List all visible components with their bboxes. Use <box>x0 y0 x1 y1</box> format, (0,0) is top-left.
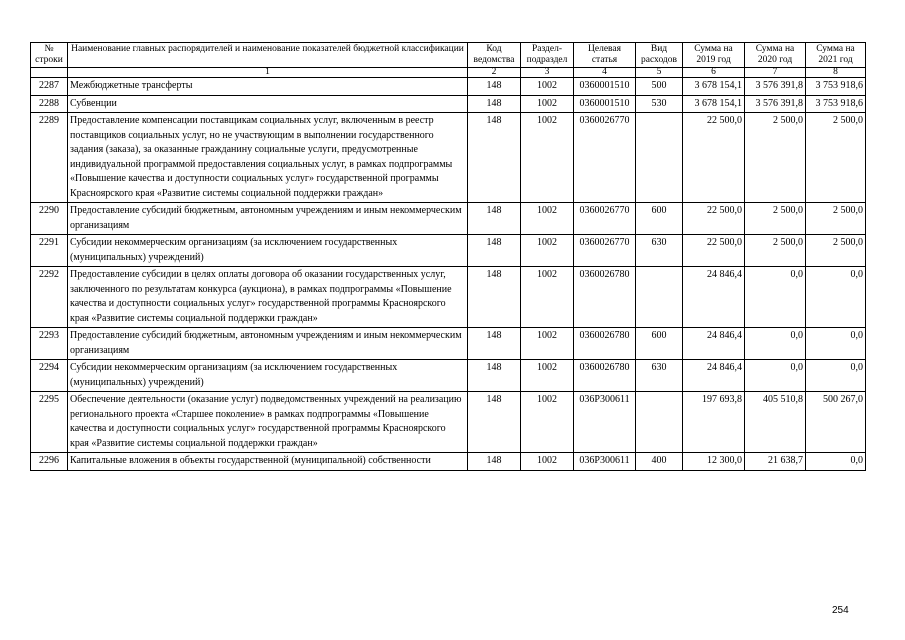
row-expense-type: 630 <box>636 235 683 267</box>
row-name: Предоставление компенсации поставщикам социальных услуг, включенным в реестр поставщиков социальных услуг, но не участвующим в выполнении государственного задания (заказа), за оказанные гражданину социальные услуги, предусмотренные индивидуальной программой предоставления социальных услуг, в рамках подпрограммы «Повышение качества и доступности социальных услуг» государственной программы Красноярского края «Развитие системы социальной поддержки граждан» <box>68 113 468 203</box>
row-section: 1002 <box>521 392 574 453</box>
row-sum-2019: 197 693,8 <box>683 392 745 453</box>
row-section: 1002 <box>521 360 574 392</box>
column-number: 3 <box>521 68 574 78</box>
table-row <box>31 453 866 471</box>
table-row <box>31 203 866 235</box>
row-name: Субсидии некоммерческим организациям (за исключением государственных (муниципальных) учреждений) <box>68 360 468 392</box>
row-target: 0360001510 <box>574 78 636 96</box>
row-section: 1002 <box>521 267 574 328</box>
column-number: 4 <box>574 68 636 78</box>
row-number: 2289 <box>31 113 68 203</box>
row-dept-code: 148 <box>468 113 521 203</box>
row-expense-type <box>636 392 683 453</box>
row-dept-code: 148 <box>468 360 521 392</box>
row-name: Предоставление субсидий бюджетным, автономным учреждениям и иным некоммерческим организациям <box>68 328 468 360</box>
row-sum-2020: 21 638,7 <box>745 453 806 471</box>
row-expense-type: 600 <box>636 328 683 360</box>
row-section: 1002 <box>521 95 574 113</box>
row-sum-2019: 3 678 154,1 <box>683 78 745 96</box>
row-sum-2019: 24 846,4 <box>683 328 745 360</box>
row-sum-2019: 22 500,0 <box>683 113 745 203</box>
row-target: 0360026780 <box>574 360 636 392</box>
row-sum-2021: 0,0 <box>806 267 866 328</box>
column-number: 7 <box>745 68 806 78</box>
column-number: 5 <box>636 68 683 78</box>
row-sum-2021: 0,0 <box>806 328 866 360</box>
row-name: Капитальные вложения в объекты государственной (муниципальной) собственности <box>68 453 468 471</box>
table-row <box>31 392 866 453</box>
row-sum-2021: 2 500,0 <box>806 113 866 203</box>
row-sum-2021: 3 753 918,6 <box>806 95 866 113</box>
table-row <box>31 95 866 113</box>
header-name: Наименование главных распорядителей и наименование показателей бюджетной классификации <box>68 43 468 68</box>
row-expense-type <box>636 113 683 203</box>
row-sum-2021: 500 267,0 <box>806 392 866 453</box>
header-sum-2019: Сумма на 2019 год <box>683 43 745 68</box>
row-dept-code: 148 <box>468 328 521 360</box>
row-number: 2293 <box>31 328 68 360</box>
column-number: 1 <box>68 68 468 78</box>
table-row <box>31 78 866 96</box>
row-target: 036P300611 <box>574 453 636 471</box>
table-row <box>31 328 866 360</box>
row-target: 0360026780 <box>574 267 636 328</box>
row-section: 1002 <box>521 113 574 203</box>
row-sum-2020: 0,0 <box>745 328 806 360</box>
header-sum-2020: Сумма на 2020 год <box>745 43 806 68</box>
row-sum-2021: 0,0 <box>806 360 866 392</box>
column-number <box>31 68 68 78</box>
header-section: Раздел-подраздел <box>521 43 574 68</box>
header-dept-code: Код ведомства <box>468 43 521 68</box>
row-name: Предоставление субсидий бюджетным, автономным учреждениям и иным некоммерческим организациям <box>68 203 468 235</box>
row-number: 2294 <box>31 360 68 392</box>
row-name: Предоставление субсидии в целях оплаты договора об оказании государственных услуг, заключенного по результатам конкурса (аукциона), в рамках подпрограммы «Повышение качества и доступности социальных услуг» государственной программы Красноярского края «Развитие системы социальной поддержки граждан» <box>68 267 468 328</box>
row-sum-2021: 2 500,0 <box>806 235 866 267</box>
row-number: 2291 <box>31 235 68 267</box>
header-target: Целевая статья <box>574 43 636 68</box>
row-sum-2020: 2 500,0 <box>745 113 806 203</box>
row-target: 036P300611 <box>574 392 636 453</box>
row-name: Субвенции <box>68 95 468 113</box>
row-section: 1002 <box>521 453 574 471</box>
row-target: 0360026770 <box>574 235 636 267</box>
row-expense-type: 530 <box>636 95 683 113</box>
column-number: 6 <box>683 68 745 78</box>
row-section: 1002 <box>521 203 574 235</box>
header-row <box>31 43 866 68</box>
row-sum-2020: 0,0 <box>745 360 806 392</box>
row-number: 2290 <box>31 203 68 235</box>
row-sum-2019: 3 678 154,1 <box>683 95 745 113</box>
row-sum-2019: 12 300,0 <box>683 453 745 471</box>
row-expense-type <box>636 267 683 328</box>
table-row <box>31 113 866 203</box>
row-section: 1002 <box>521 328 574 360</box>
row-sum-2020: 2 500,0 <box>745 235 806 267</box>
row-number: 2296 <box>31 453 68 471</box>
row-expense-type: 500 <box>636 78 683 96</box>
row-section: 1002 <box>521 78 574 96</box>
row-sum-2019: 22 500,0 <box>683 203 745 235</box>
row-dept-code: 148 <box>468 267 521 328</box>
row-target: 0360026770 <box>574 203 636 235</box>
header-expense-type: Вид расходов <box>636 43 683 68</box>
row-sum-2021: 0,0 <box>806 453 866 471</box>
row-sum-2020: 3 576 391,8 <box>745 95 806 113</box>
row-number: 2287 <box>31 78 68 96</box>
row-name: Обеспечение деятельности (оказание услуг) подведомственных учреждений на реализацию регионального проекта «Старшее поколение» в рамках подпрограммы «Повышение качества и доступности социальных услуг» государственной программы Красноярского края «Развитие системы социальной поддержки граждан» <box>68 392 468 453</box>
column-number: 2 <box>468 68 521 78</box>
column-number: 8 <box>806 68 866 78</box>
row-sum-2019: 24 846,4 <box>683 267 745 328</box>
row-sum-2020: 0,0 <box>745 267 806 328</box>
row-number: 2295 <box>31 392 68 453</box>
row-dept-code: 148 <box>468 453 521 471</box>
row-sum-2021: 2 500,0 <box>806 203 866 235</box>
row-target: 0360026780 <box>574 328 636 360</box>
table-row <box>31 267 866 328</box>
row-sum-2020: 3 576 391,8 <box>745 78 806 96</box>
row-number: 2288 <box>31 95 68 113</box>
row-name: Межбюджетные трансферты <box>68 78 468 96</box>
row-name: Субсидии некоммерческим организациям (за исключением государственных (муниципальных) учреждений) <box>68 235 468 267</box>
row-dept-code: 148 <box>468 392 521 453</box>
row-dept-code: 148 <box>468 95 521 113</box>
page-number: 254 <box>832 605 849 616</box>
row-sum-2019: 22 500,0 <box>683 235 745 267</box>
table-row <box>31 235 866 267</box>
budget-table <box>30 42 866 471</box>
row-sum-2019: 24 846,4 <box>683 360 745 392</box>
row-target: 0360001510 <box>574 95 636 113</box>
header-row-no: № строки <box>31 43 68 68</box>
row-sum-2020: 2 500,0 <box>745 203 806 235</box>
row-expense-type: 600 <box>636 203 683 235</box>
table-row <box>31 360 866 392</box>
row-expense-type: 400 <box>636 453 683 471</box>
row-target: 0360026770 <box>574 113 636 203</box>
row-dept-code: 148 <box>468 78 521 96</box>
row-section: 1002 <box>521 235 574 267</box>
row-dept-code: 148 <box>468 203 521 235</box>
header-sum-2021: Сумма на 2021 год <box>806 43 866 68</box>
column-number-row <box>31 68 866 78</box>
row-sum-2021: 3 753 918,6 <box>806 78 866 96</box>
row-sum-2020: 405 510,8 <box>745 392 806 453</box>
table-body <box>31 78 866 471</box>
row-number: 2292 <box>31 267 68 328</box>
row-expense-type: 630 <box>636 360 683 392</box>
row-dept-code: 148 <box>468 235 521 267</box>
